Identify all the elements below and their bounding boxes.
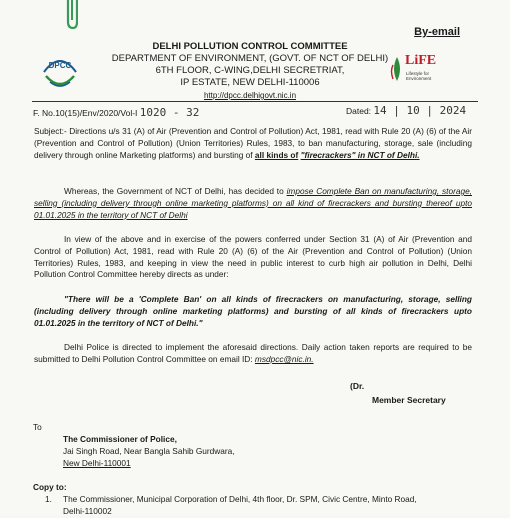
to-label: To	[33, 422, 42, 432]
whereas-emphasis: impose Complete Ban on manufacturing, storage, selling (including delivery through online marketing platforms) on all kind of firecrackers and bursting thereof upto 01.01.2025 in the territory of NCT of Delhi	[34, 186, 472, 220]
dated	[346, 104, 466, 117]
department-name: DEPARTMENT OF ENVIRONMENT, (GOVT. OF NCT OF DELHI)	[111, 53, 389, 64]
copy-to-label: Copy to:	[33, 482, 67, 492]
police-text: Delhi Police is directed to implement the aforesaid directions. Daily action taken reports are required to be submitted to Delhi Pollution Control Committee on email ID:	[34, 342, 472, 364]
addressee-line-1: The Commissioner of Police,	[63, 434, 177, 444]
address-line-2: IP ESTATE, NEW DELHI-110006	[180, 77, 320, 88]
addressee-line-2: Jai Singh Road, Near Bangla Sahib Gurdwara,	[63, 446, 235, 456]
whereas-paragraph	[34, 186, 472, 221]
header-divider	[32, 101, 478, 102]
file-number	[33, 106, 199, 119]
email-link[interactable]: msdpcc@nic.in.	[254, 353, 314, 364]
life-logo-text: LiFE	[405, 53, 437, 68]
address-line-1: 6TH FLOOR, C-WING,DELHI SECRETRIAT,	[155, 65, 345, 76]
whereas-text: Whereas, the Government of NCT of Delhi, has decided to	[64, 186, 284, 196]
dpcc-emblem-icon	[38, 52, 82, 94]
addressee-line-3: New Delhi-110001	[63, 458, 131, 468]
copy-item-1: The Commissioner, Municipal Corporation of Delhi, 4th floor, Dr. SPM, Civic Centre, Minto Road,	[63, 494, 417, 504]
signatory-name: (Dr.	[350, 381, 365, 391]
paper-clip-icon	[64, 0, 78, 30]
dated-label: Dated:	[346, 106, 372, 116]
subject-paragraph	[34, 126, 472, 161]
dated-handwritten: 14 | 10 | 2024	[373, 104, 467, 117]
by-email-label: By-email	[414, 26, 460, 38]
police-paragraph	[34, 342, 472, 366]
subject-text: Subject:- Directions u/s 31 (A) of Air (Prevention and Control of Pollution) Act, 1981, read with Rule 20 (A) (6) of the Air (Prevention and Control of Pollution) (Union Territories) Rules, 1983, to ban manufacturing, storage, sale (including delivery through online Marketing platforms) and bursting of	[34, 126, 472, 160]
signatory-title: Member Secretary	[372, 395, 446, 405]
file-number-prefix: F. No.10(15)/Env/2020/Vol-I	[33, 108, 138, 118]
copy-item-1-cont: Delhi-110002	[63, 506, 112, 516]
org-name: DELHI POLLUTION CONTROL COMMITTEE	[152, 41, 348, 52]
direction-quote: "There will be a 'Complete Ban' on all kinds of firecrackers on manufacturing, storage, selling (including delivery through online marketing platforms) and bursting of all kinds of firecrackers upto 01.01.2025 in the territory of NCT of Delhi."	[34, 294, 472, 328]
subject-emphasis-1: all kinds of	[254, 149, 299, 160]
dpcc-logo	[38, 52, 82, 94]
website-link[interactable]: http://dpcc.delhigovt.nic.in	[203, 91, 297, 100]
file-number-handwritten: 1020 - 32	[139, 106, 200, 119]
copy-item-1-number: 1.	[45, 494, 52, 504]
in-view-paragraph: In view of the above and in exercise of the powers conferred under Section 31 (A) of Air (Prevention and Control of Pollution) Act, 1981, read with Rule 20 (A) (6) of the Air (Prevention and Control of Pollution) (Union Territories) Rules, 1983, and keeping in view the need in public interest to curb high air pollution in Delhi, Delhi Pollution Control Committee hereby directs as under:	[34, 234, 472, 280]
dpcc-logo-text: DPCC	[48, 61, 72, 70]
subject-emphasis-2: "firecrackers" in NCT of Delhi.	[300, 149, 420, 160]
life-logo-tagline: Lifestyle for Environment	[406, 71, 432, 81]
